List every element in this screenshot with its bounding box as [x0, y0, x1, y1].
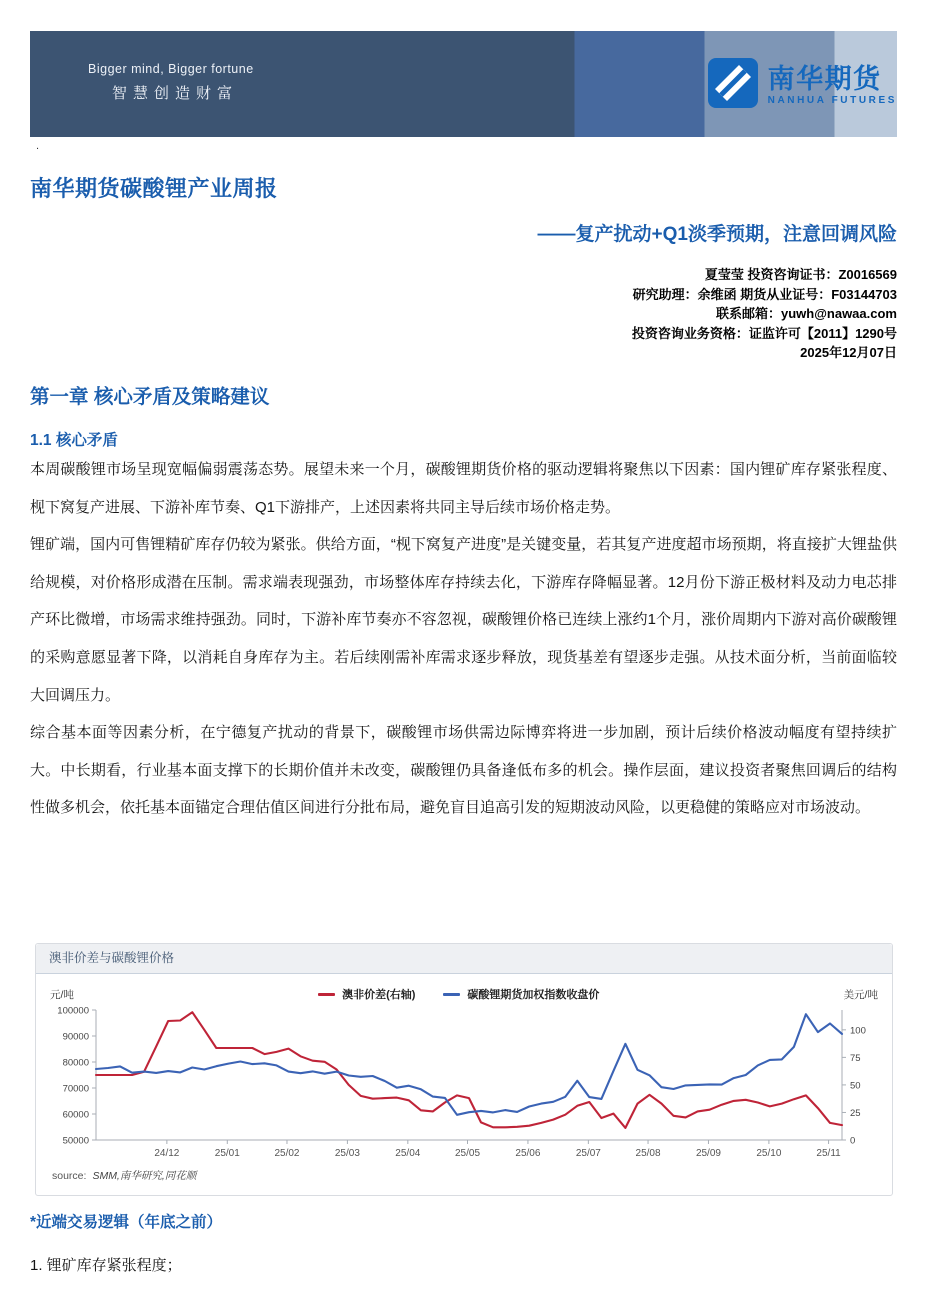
- svg-text:24/12: 24/12: [154, 1148, 180, 1159]
- slogan-en: Bigger mind, Bigger fortune: [88, 62, 254, 76]
- svg-text:75: 75: [850, 1052, 861, 1064]
- svg-text:25/09: 25/09: [695, 1148, 721, 1159]
- legend-line-red-icon: [318, 993, 335, 996]
- body-text: [30, 451, 897, 827]
- subsection-heading: 1.1 核心矛盾: [30, 432, 118, 449]
- left-axis-unit-label: 元/吨: [50, 989, 74, 1001]
- report-subtitle: ——复产扰动+Q1淡季预期，注意回调风险: [537, 224, 897, 245]
- chart-title: 澳非价差与碳酸锂价格: [36, 944, 892, 974]
- company-logo: [708, 58, 897, 113]
- logo-text-cn: 南华期货: [767, 63, 882, 94]
- brand-banner: [30, 31, 897, 137]
- brand-slogan: [88, 62, 254, 103]
- author-block: [632, 265, 897, 363]
- chart-card: [35, 943, 893, 1196]
- slogan-cn: 智慧创造财富: [112, 85, 239, 102]
- right-axis-unit-label: 美元/吨: [843, 989, 878, 1001]
- svg-text:50: 50: [850, 1080, 861, 1092]
- svg-text:25/05: 25/05: [454, 1148, 481, 1159]
- footnote-dot: .: [36, 140, 40, 152]
- svg-text:25/07: 25/07: [575, 1148, 601, 1159]
- svg-text:50000: 50000: [62, 1135, 89, 1147]
- chart-source: [46, 1162, 882, 1193]
- legend-line-blue-icon: [443, 993, 460, 996]
- chart-body: [36, 974, 892, 1195]
- svg-text:0: 0: [850, 1135, 856, 1147]
- svg-text:25/04: 25/04: [395, 1148, 421, 1159]
- svg-text:80000: 80000: [62, 1057, 89, 1069]
- legend-item-index: [443, 986, 599, 1002]
- chart-legend: [318, 986, 599, 1002]
- svg-text:25/01: 25/01: [214, 1148, 240, 1159]
- author-line-assistant: 研究助理：余维函 期货从业证号：F03144703: [632, 286, 897, 302]
- chapter-heading: 第一章 核心矛盾及策略建议: [30, 386, 270, 408]
- svg-text:25/08: 25/08: [635, 1148, 661, 1159]
- source-text: SMM,南华研究,同花顺: [92, 1170, 197, 1182]
- svg-text:25: 25: [850, 1107, 861, 1119]
- author-line-analyst: 夏莹莹 投资咨询证书：Z0016569: [704, 267, 897, 282]
- chart-top-row: [46, 986, 882, 1002]
- report-date: 2025年12月07日: [800, 345, 897, 360]
- body-paragraph-3: 综合基本面等因素分析，在宁德复产扰动的背景下，碳酸锂市场供需边际博弈将进一步加剧，预计后续价格波动幅度有望持续扩大。中长期看，行业基本面支撑下的长期价值并未改变，碳酸锂仍具备逢低布多的机会。操作层面，建议投资者聚焦回调后的结构性做多机会，依托基本面锚定合理估值区间进行分批布局，避免盲目追高引发的短期波动风险，以更稳健的策略应对市场波动。: [30, 724, 897, 817]
- svg-text:25/03: 25/03: [334, 1148, 360, 1159]
- legend-label-index: 碳酸锂期货加权指数收盘价: [467, 989, 600, 1001]
- svg-text:25/10: 25/10: [756, 1148, 782, 1159]
- svg-text:25/06: 25/06: [515, 1148, 541, 1159]
- svg-text:90000: 90000: [62, 1031, 89, 1043]
- svg-text:100000: 100000: [57, 1005, 89, 1017]
- near-term-logic-item-1: 1. 锂矿库存紧张程度；: [30, 1257, 182, 1274]
- nanhua-logo-icon: [708, 58, 758, 113]
- logo-text-en: NANHUA FUTURES: [767, 94, 897, 106]
- body-paragraph-2: 锂矿端，国内可售锂精矿库存仍较为紧张。供给方面，“枧下窝复产进度”是关键变量，若其复产进度超市场预期，将直接扩大锂盐供给规模，对价格形成潜在压制。需求端表现强劲，市场整体库存持续去化，下游库存降幅显著。12月份下游正极材料及动力电芯排产环比微增，市场需求维持强劲。同时，下游补库节奏亦不容忽视，碳酸锂价格已连续上涨约1个月，涨价周期内下游对高价碳酸锂的采购意愿显著下降，以消耗自身库存为主。若后续刚需补库需求逐步释放，现货基差有望逐步走强。从技术面分析，当前面临较大回调压力。: [30, 536, 897, 704]
- logo-text: [767, 63, 897, 106]
- near-term-logic-heading: *近端交易逻辑（年底之前）: [30, 1214, 223, 1231]
- author-line-license: 投资咨询业务资格：证监许可【2011】1290号: [631, 325, 897, 341]
- svg-text:60000: 60000: [62, 1109, 89, 1121]
- svg-text:70000: 70000: [62, 1083, 89, 1095]
- page-title: 南华期货碳酸锂产业周报: [30, 176, 278, 201]
- svg-text:100: 100: [850, 1025, 866, 1037]
- legend-item-spread: [318, 986, 415, 1002]
- price-spread-line-chart: [46, 1004, 882, 1162]
- source-prefix: source:: [52, 1170, 87, 1182]
- body-paragraph-1: 本周碳酸锂市场呈现宽幅偏弱震荡态势。展望未来一个月，碳酸锂期货价格的驱动逻辑将聚焦以下因素：国内锂矿库存紧张程度、枧下窝复产进展、下游补库节奏、Q1下游排产，上述因素将共同主导后续市场价格走势。: [30, 461, 897, 516]
- author-line-email: 联系邮箱：yuwh@nawaa.com: [716, 306, 897, 321]
- svg-text:25/11: 25/11: [816, 1148, 841, 1159]
- svg-text:25/02: 25/02: [274, 1148, 300, 1159]
- legend-label-spread: 澳非价差(右轴): [342, 989, 416, 1001]
